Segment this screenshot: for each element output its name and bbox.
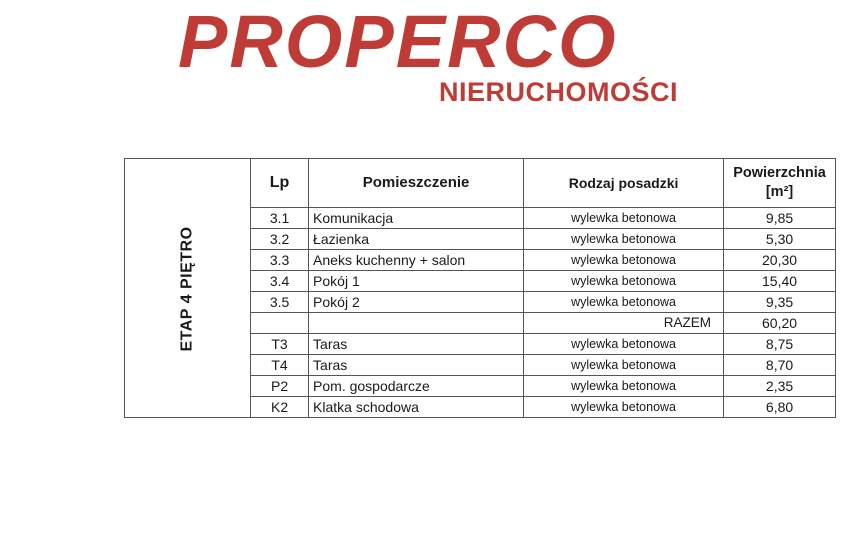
floor-side-label <box>125 159 251 418</box>
logo-wordmark: PROPERCO <box>178 0 618 83</box>
cell-room: Łazienka <box>309 229 524 250</box>
header-area-unit: [m²] <box>765 184 794 200</box>
cell-area: 8,70 <box>724 355 836 376</box>
cell-lp: 3.3 <box>251 250 309 271</box>
cell-floor: wylewka betonowa <box>524 271 724 292</box>
cell-room: Komunikacja <box>309 208 524 229</box>
cell-lp: T4 <box>251 355 309 376</box>
cell-lp-empty <box>251 313 309 334</box>
floor-side-label-text: ETAP 4 PIĘTRO <box>178 225 196 352</box>
cell-area: 15,40 <box>724 271 836 292</box>
cell-lp: 3.1 <box>251 208 309 229</box>
cell-floor: wylewka betonowa <box>524 397 724 418</box>
cell-lp: 3.5 <box>251 292 309 313</box>
header-lp: Lp <box>251 159 309 208</box>
cell-room-empty <box>309 313 524 334</box>
cell-area: 20,30 <box>724 250 836 271</box>
header-floor: Rodzaj posadzki <box>524 159 724 208</box>
header-room: Pomieszczenie <box>309 159 524 208</box>
cell-area: 9,85 <box>724 208 836 229</box>
cell-room: Taras <box>309 355 524 376</box>
cell-floor: wylewka betonowa <box>524 250 724 271</box>
cell-floor: wylewka betonowa <box>524 376 724 397</box>
cell-area: 8,75 <box>724 334 836 355</box>
cell-lp: T3 <box>251 334 309 355</box>
table-header-row <box>125 159 836 208</box>
cell-floor: wylewka betonowa <box>524 334 724 355</box>
cell-floor: wylewka betonowa <box>524 208 724 229</box>
cell-room: Aneks kuchenny + salon <box>309 250 524 271</box>
cell-area: 6,80 <box>724 397 836 418</box>
cell-floor: wylewka betonowa <box>524 292 724 313</box>
cell-area: 2,35 <box>724 376 836 397</box>
total-value: 60,20 <box>724 313 836 334</box>
cell-lp: 3.2 <box>251 229 309 250</box>
cell-room: Pokój 1 <box>309 271 524 292</box>
room-area-table <box>124 158 836 418</box>
cell-room: Klatka schodowa <box>309 397 524 418</box>
header-area <box>724 159 836 208</box>
cell-room: Pokój 2 <box>309 292 524 313</box>
properco-logo <box>178 0 688 110</box>
cell-lp: P2 <box>251 376 309 397</box>
cell-lp: 3.4 <box>251 271 309 292</box>
total-label: RAZEM <box>524 313 724 334</box>
cell-lp: K2 <box>251 397 309 418</box>
cell-area: 5,30 <box>724 229 836 250</box>
logo-tagline: NIERUCHOMOŚCI <box>438 77 678 107</box>
header-area-label: Powierzchnia <box>733 165 826 181</box>
cell-room: Taras <box>309 334 524 355</box>
cell-area: 9,35 <box>724 292 836 313</box>
cell-room: Pom. gospodarcze <box>309 376 524 397</box>
cell-floor: wylewka betonowa <box>524 229 724 250</box>
cell-floor: wylewka betonowa <box>524 355 724 376</box>
